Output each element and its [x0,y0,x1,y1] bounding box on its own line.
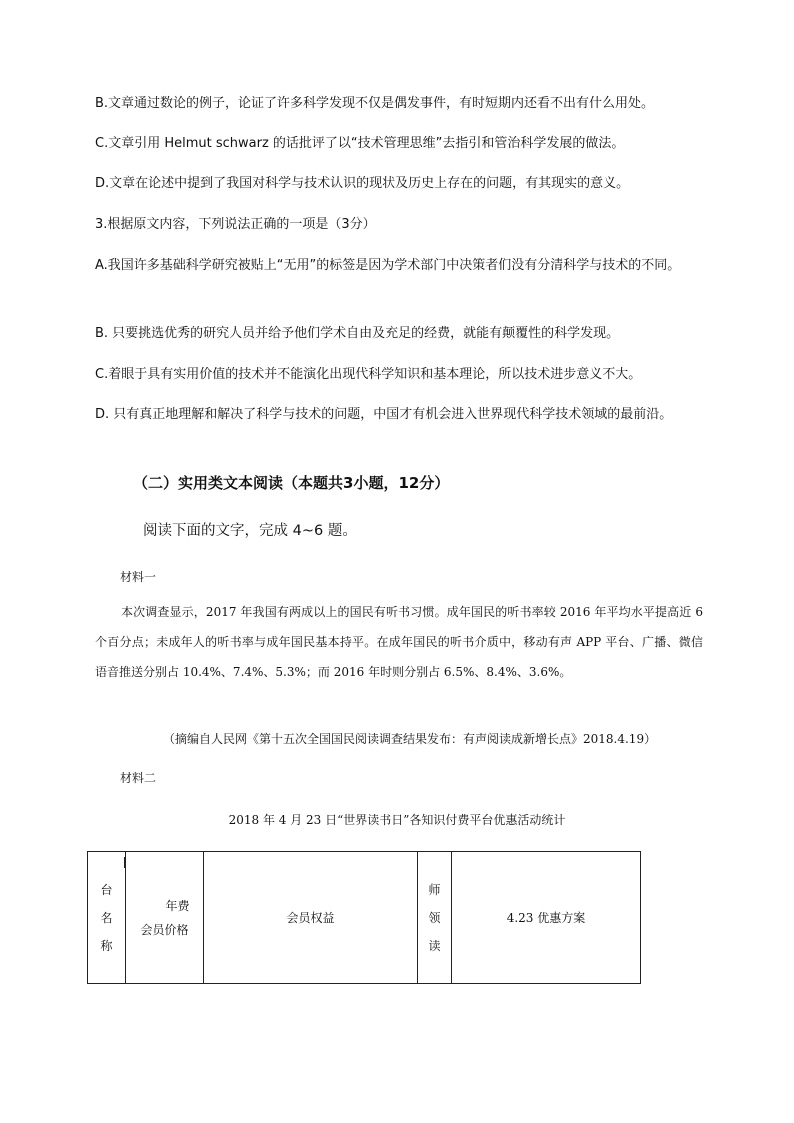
table-corner-mark [124,857,125,868]
header-price-line2: 会员价格 [140,922,189,937]
header-lead-label: 师领读 [428,882,441,953]
question3-option-c: C.着眼于具有实用价值的技术并不能演化出现代科学知识和基本理论，所以技术进步意义不大。 [95,367,642,382]
question2-option-b: B.文章通过数论的例子，论证了许多科学发现不仅是偶发事件，有时短期内还看不出有什么用处。 [95,96,655,111]
header-platform-label: 台名称 [100,882,113,953]
header-offer: 4.23 优惠方案 [452,852,641,984]
header-rights: 会员权益 [204,852,418,984]
discount-table [87,851,641,984]
table-header-row [88,852,641,984]
header-price [126,852,204,984]
question3-stem: 3.根据原文内容，下列说法正确的一项是（3分） [95,217,376,232]
section-heading: （二）实用类文本阅读（本题共3小题，12分） [133,474,450,492]
material1-body: 本次调查显示，2017 年我国有两成以上的国民有听书习惯。成年国民的听书率较 2016 年平均水平提高近 6 个百分点；未成年人的听书率与成年国民基本持平。在成年国民的听书介质中，移动有声 APP 平台、广播、微信语音推送分别占 10.4%、7.4%、5.3%；而 2016 年时则分别占 6.5%、8.4%、3.6%。 [95,605,703,679]
header-lead [418,852,452,984]
section-intro: 阅读下面的文字，完成 4~6 题。 [143,523,357,539]
table-title: 2018 年 4 月 23 日“世界读书日”各知识付费平台优惠活动统计 [228,813,566,827]
question3-option-d: D. 只有真正地理解和解决了科学与技术的问题，中国才有机会进入世界现代科学技术领域的最前沿。 [95,407,673,422]
question2-option-c: C.文章引用 Helmut schwarz 的话批评了以“技术管理思维”去指引和管治科学发展的做法。 [95,136,625,151]
question3-option-b: B. 只要挑选优秀的研究人员并给予他们学术自由及充足的经费，就能有颠覆性的科学发现。 [95,326,620,341]
material2-label: 材料二 [120,771,157,785]
question3-option-a: A.我国许多基础科学研究被贴上“无用”的标签是因为学术部门中决策者们没有分清科学与技术的不同。 [95,258,681,273]
header-platform [88,852,126,984]
material1-label: 材料一 [120,570,157,584]
material1-source: （摘编自人民网《第十五次全国国民阅读调查结果发布：有声阅读成新增长点》2018.4.19） [163,732,657,746]
question2-option-d: D.文章在论述中提到了我国对科学与技术认识的现状及历史上存在的问题，有其现实的意义。 [95,176,630,191]
header-price-line1: 年费 [165,898,190,913]
